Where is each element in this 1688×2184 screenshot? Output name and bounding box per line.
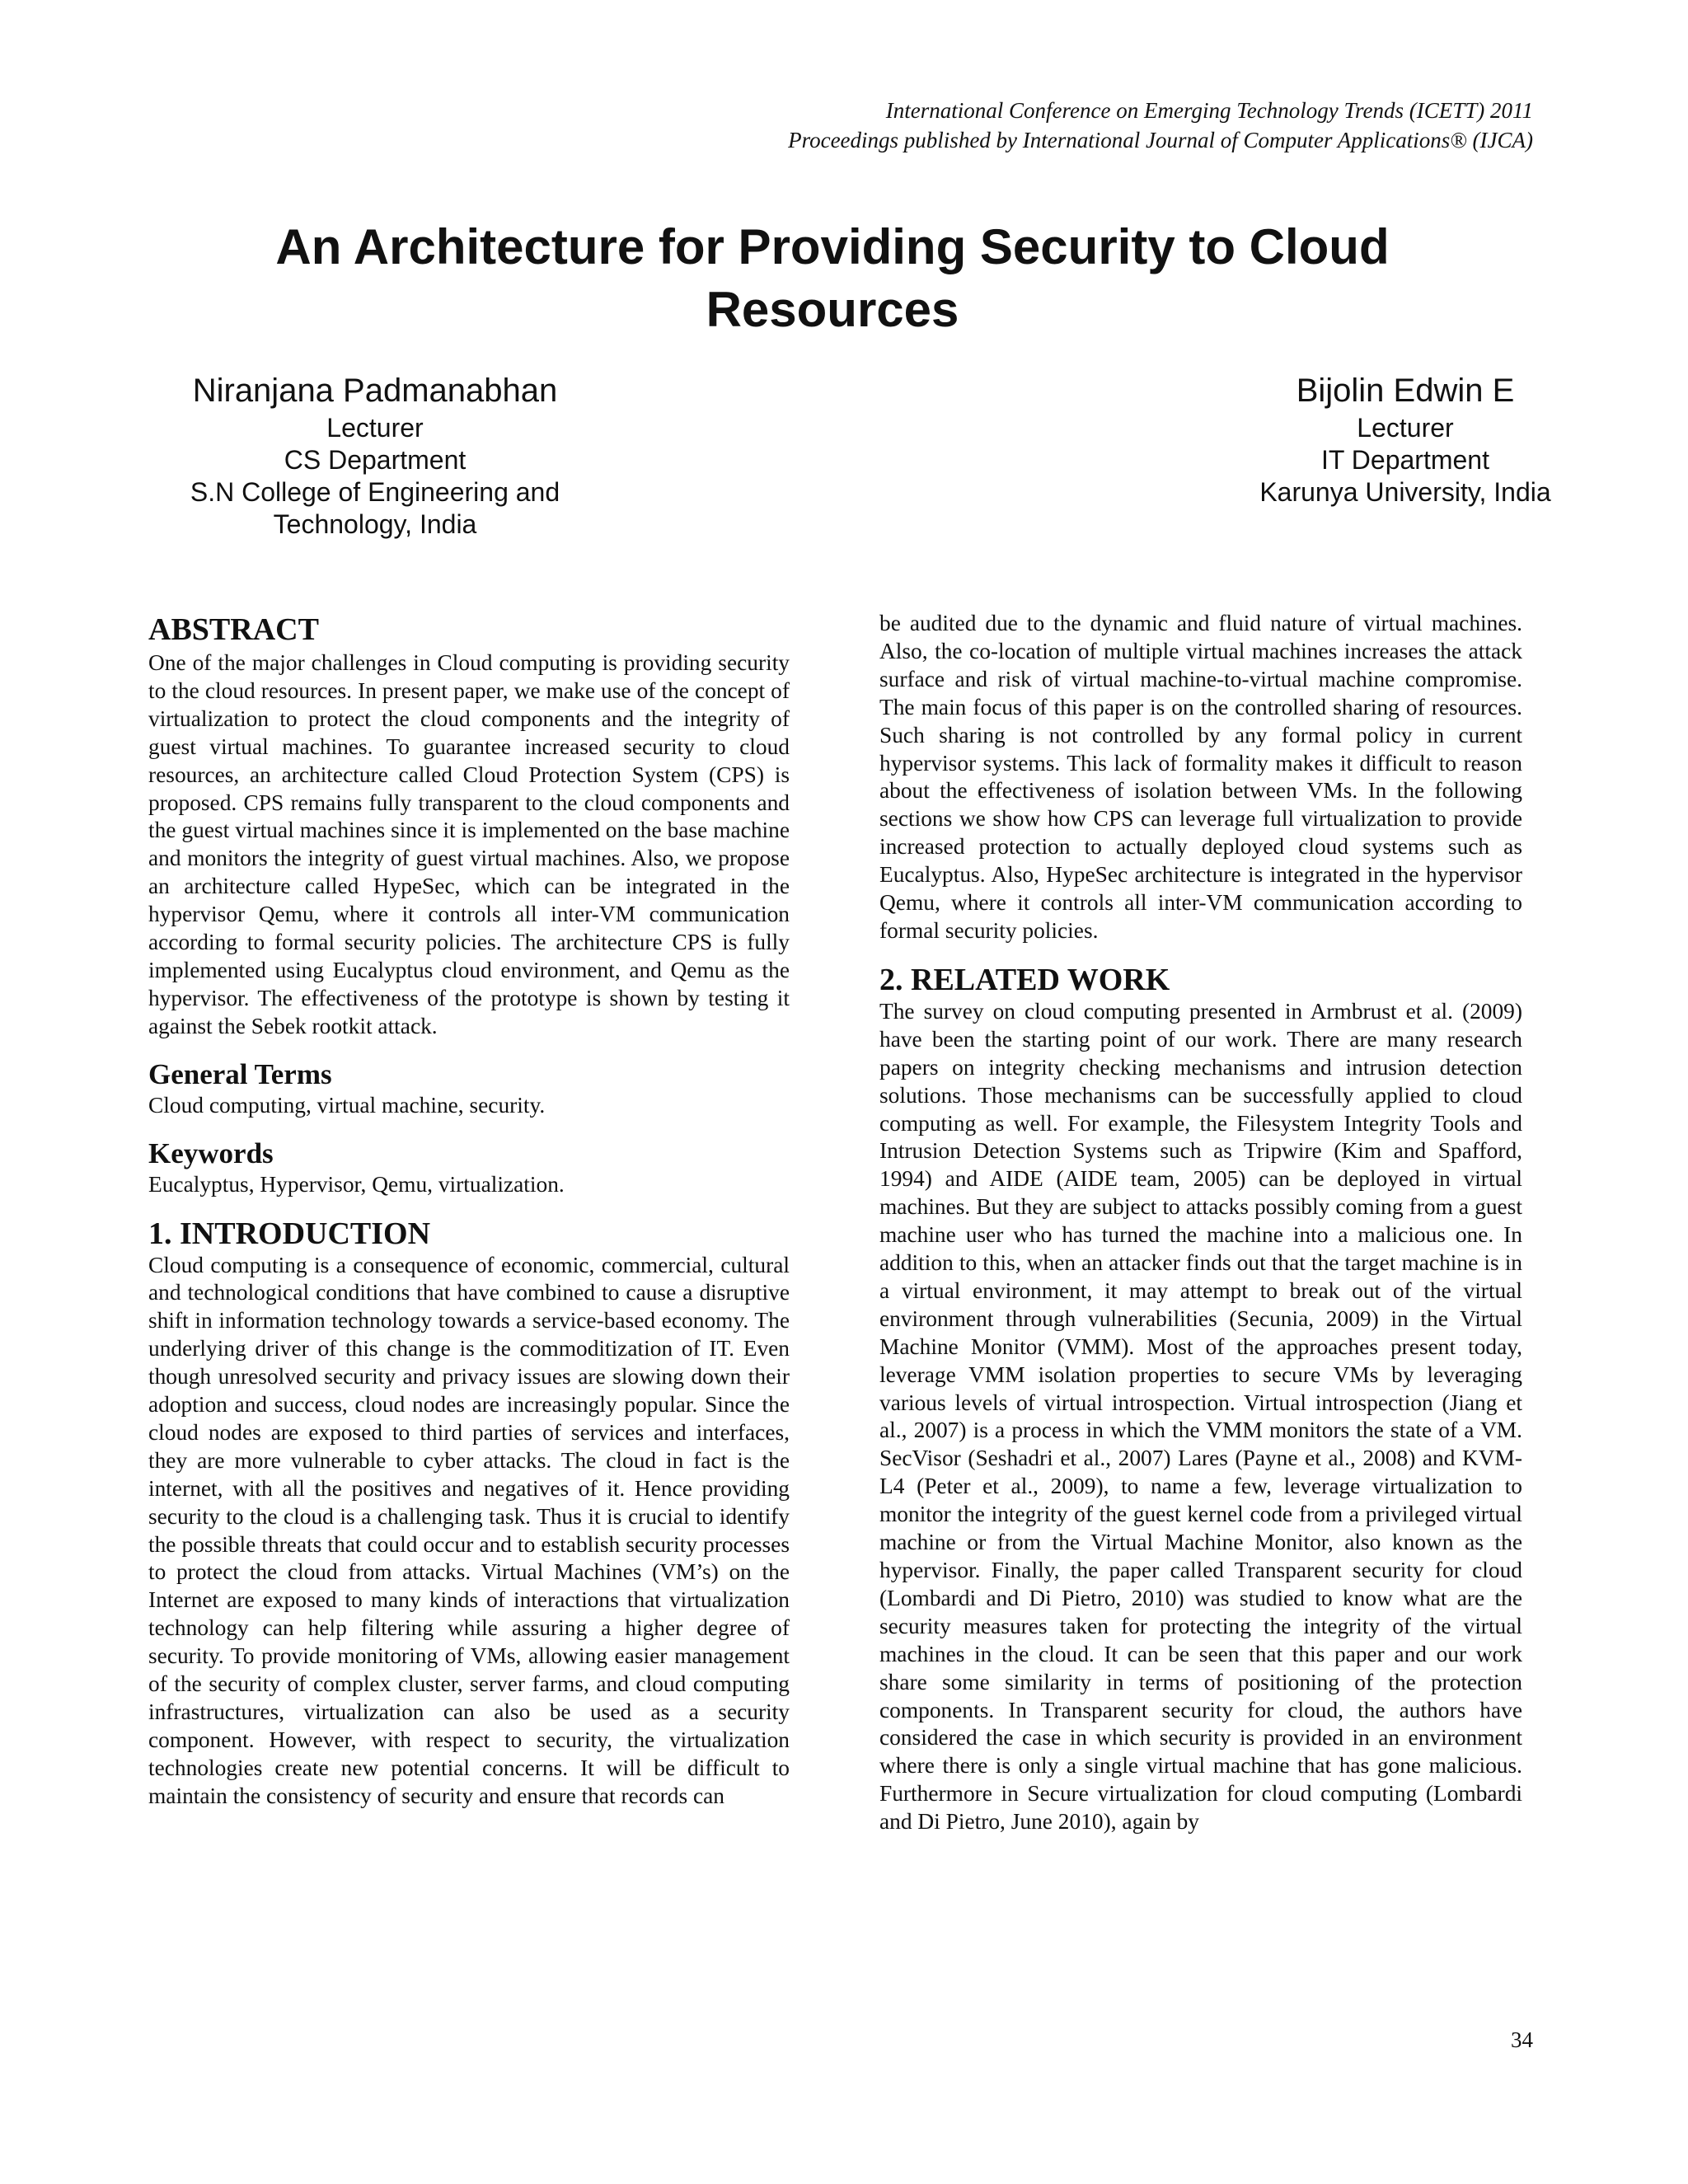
introduction-heading: 1. INTRODUCTION [148,1216,431,1251]
title-line-2: Resources [706,282,959,337]
abstract-heading: ABSTRACT [148,612,319,647]
paper-title [165,216,1500,341]
author-affiliation-line-2: Technology, India [273,509,477,539]
keywords-text: Eucalyptus, Hypervisor, Qemu, virtualization. [148,1171,565,1197]
page-number: 34 [1511,2027,1533,2052]
introduction-text-continued: be audited due to the dynamic and fluid nature of virtual machines. Also, the co-location of multiple virtual machines increases the attack surface and risk of virtual machine-to-virtual machine compromise. The main focus of this paper is on the controlled sharing of resources. Such sharing is not controlled by any formal policy in current hypervisor systems. This lack of formality makes it difficult to reason about the effectiveness of isolation between VMs. In the following sections we show how CPS can leverage full virtualization to provide increased protection to actually deployed cloud systems such as Eucalyptus. Also, HypeSec architecture is integrated in the hypervisor Qemu, where it controls all inter-VM communication according to formal security policies. [879,611,1522,943]
author-block-1 [128,371,622,541]
related-work-text: The survey on cloud computing presented in Armbrust et al. (2009) have been the starting point of our work. There are many research papers on integrity checking mechanisms and intrusion detection solutions. Those mechanisms can be successfully applied to cloud computing as well. For example, the Filesystem Integrity Tools and Intrusion Detection Systems such as Tripwire (Kim and Spafford, 1994) and AIDE (AIDE team, 2005) can be deployed in virtual machines. But they are subject to attacks possibly coming from a guest machine user who has turned the machine into a malicious one. In addition to this, when an attacker finds out that the target machine is in a virtual environment, it may attempt to break out of the virtual environment through vulnerabilities (Secunia, 2009) in the Virtual Machine Monitor (VMM). Most of the approaches present today, leverage VMM isolation properties to secure VMs by leveraging various levels of virtual introspection. Virtual introspection (Jiang et al., 2007) is a process in which the VMM monitors the state of a VM. SecVisor (Seshadri et al., 2007) Lares (Payne et al., 2008) and KVM-L4 (Peter et al., 2009), to name a few, leverage virtualization to monitor the integrity of the guest kernel code from a privileged virtual machine or from the Virtual Machine Monitor, also known as the hypervisor. Finally, the paper called Transparent security for cloud (Lombardi and Di Pietro, 2010) was studied to know what are the security measures taken for protecting the integrity of the virtual machines in the cloud. It can be seen that this paper and our work share some similarity in terms of positioning of the protection components. In Transparent security for cloud, the authors have considered the case in which security is provided in an environment where there is only a single virtual machine that has gone malicious. Furthermore in Secure virtualization for cloud computing (Lombardi and Di Pietro, June 2010), again by [879,998,1522,1835]
related-work-heading: 2. RELATED WORK [879,962,1170,997]
general-terms-heading: General Terms [148,1057,332,1090]
right-column [879,610,1522,1836]
header-conference-line: International Conference on Emerging Technology Trends (ICETT) 2011 [885,98,1533,123]
author-role: Lecturer [1357,413,1454,443]
abstract-text: One of the major challenges in Cloud computing is providing security to the cloud resources. In present paper, we make use of the concept of virtualization to protect the cloud components and the integrity of guest virtual machines. To guarantee increased security to cloud resources, an architecture called Cloud Protection System (CPS) is proposed. CPS remains fully transparent to the cloud components and the guest virtual machines since it is implemented on the base machine and monitors the integrity of guest virtual machines. Also, we propose an architecture called HypeSec, which can be integrated in the hypervisor Qemu, where it controls all inter-VM communication according to formal security policies. The architecture CPS is fully implemented using Eucalyptus cloud environment, and Qemu as the hypervisor. The effectiveness of the prototype is shown by testing it against the Sebek rootkit attack. [148,650,790,1038]
introduction-text: Cloud computing is a consequence of economic, commercial, cultural and technological conditions that have combined to cause a disruptive shift in information technology towards a service-based economy. The underlying driver of this change is the commoditization of IT. Even though unresolved security and privacy issues are slowing down their adoption and success, cloud nodes are increasingly popular. Since the cloud nodes are exposed to third parties of services and interfaces, they are more vulnerable to cyber attacks. The cloud in fact is the internet, with all the positives and negatives of it. Hence providing security to the cloud is a challenging task. Thus it is crucial to identify the possible threats that could occur and to establish security processes to protect the cloud from attacks. Virtual Machines (VM’s) on the Internet are exposed to many kinds of interactions that virtualization technology can help filtering while assuring a higher degree of security. To provide monitoring of VMs, allowing easier management of the security of complex cluster, server farms, and cloud computing infrastructures, virtualization can also be used as a security component. However, with respect to security, the virtualization technologies create new potential concerns. It will be difficult to maintain the consistency of security and ensure that records can [148,1252,790,1808]
left-column [148,612,790,1811]
author-department: CS Department [284,445,467,475]
author-name: Bijolin Edwin E [1296,373,1515,409]
general-terms-text: Cloud computing, virtual machine, security. [148,1092,546,1118]
author-department: IT Department [1321,445,1489,475]
title-line-1: An Architecture for Providing Security to Cloud [275,219,1390,274]
author-affiliation: Karunya University, India [1259,477,1551,507]
author-name: Niranjana Padmanabhan [192,373,558,409]
author-role: Lecturer [326,413,424,443]
running-header [788,96,1533,155]
author-block-2 [1150,371,1661,509]
header-proceedings-line: Proceedings published by International Journal of Computer Applications® (IJCA) [788,128,1533,152]
keywords-heading: Keywords [148,1137,274,1169]
author-affiliation: S.N College of Engineering and [190,477,560,507]
